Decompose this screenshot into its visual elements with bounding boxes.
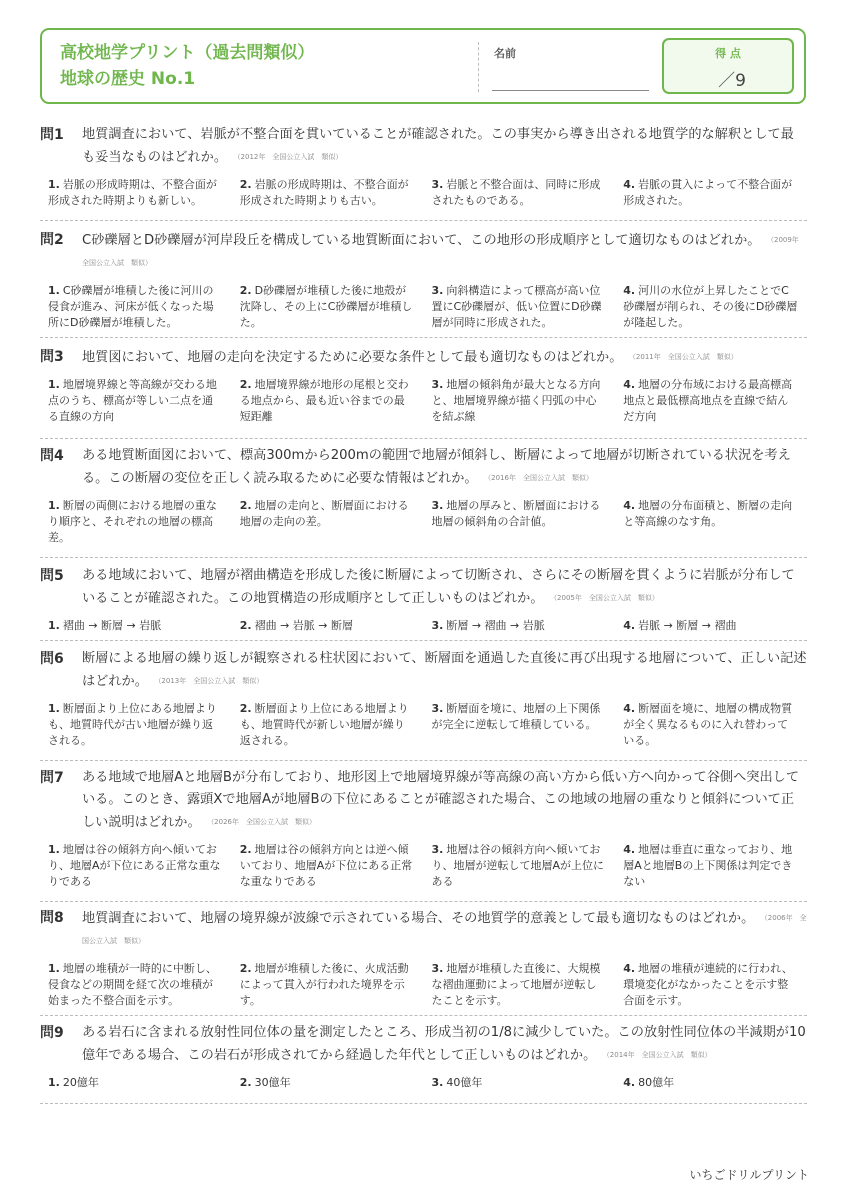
option-number: 3. [431,702,444,715]
option-text: 地層の走向と、断層面における地層の走向の差。 [239,499,409,528]
option-number: 2. [239,178,252,191]
question-text: 地質調査において、岩脈が不整合面を貫いていることが確認された。この事実から導き出される地質学的な解釈として最も妥当なものはどれか。 [82,127,794,165]
option-number: 3. [431,499,444,512]
option-3[interactable] [424,498,616,546]
option-number: 2. [239,962,252,975]
header-divider [478,42,479,92]
option-text: C砂礫層が堆積した後に河川の侵食が進み、河床が低くなった場所にD砂礫層が堆積した。 [48,284,214,329]
question-text: 地質図において、地層の走向を決定するために必要な条件として最も適切なものはどれか。 [82,350,623,365]
option-number: 1. [48,843,60,856]
question-text: C砂礫層とD砂礫層が河岸段丘を構成している地質断面において、この地形の形成順序として適切なものはどれか。 [82,233,761,248]
option-text: 地層の堆積が一時的に中断し、侵食などの期間を経て次の堆積が始まった不整合面を示す。 [48,962,217,1007]
option-text: 断層 → 褶曲 → 岩脈 [446,619,545,632]
option-text: 40億年 [446,1076,483,1089]
question-number: 問2 [40,232,64,248]
option-number: 4. [623,499,636,512]
option-number: 1. [48,499,60,512]
option-number: 3. [431,178,444,191]
option-3[interactable] [424,961,616,1009]
title-line-1: 高校地学プリント（過去問類似） [60,43,315,63]
option-3[interactable] [424,618,616,634]
option-2[interactable] [232,177,424,209]
option-text: 地層の堆積が連続的に行われ、環境変化がなかったことを示す整合面を示す。 [623,962,793,1007]
question-source: （2012年 全国公立入試 類似） [237,153,343,161]
option-text: 褶曲 → 岩脈 → 断層 [254,619,354,632]
option-number: 2. [239,619,252,632]
option-number: 3. [431,843,444,856]
option-number: 4. [623,1076,636,1089]
option-number: 2. [239,378,252,391]
option-number: 1. [48,619,60,632]
option-text: D砂礫層が堆積した後に地殻が沈降し、その上にC砂礫層が堆積した。 [239,284,413,329]
option-3[interactable] [424,177,616,209]
option-text: 地層の分布域における最高標高地点と最低標高地点を直線で結んだ方向 [623,378,793,423]
option-text: 地層は谷の傾斜方向へ傾いており、地層が逆転して地層Aが上位にある [431,843,605,888]
name-label: 名前 [494,47,516,60]
question-number: 問3 [40,349,64,365]
option-1[interactable] [40,498,232,546]
question-9 [40,1022,807,1104]
option-1[interactable] [40,177,232,209]
option-text: 地層は垂直に重なっており、地層Aと地層Bの上下関係は判定できない [623,843,793,888]
option-number: 1. [48,702,60,715]
option-3[interactable] [424,701,616,749]
question-text: ある地域において、地層が褶曲構造を形成した後に断層によって切断され、さらにその断層を貫くように岩脈が分布していることが確認された。この地質構造の形成順序として正しいものはどれか。 [82,568,795,606]
worksheet-header [40,28,806,104]
question-4 [40,445,807,558]
option-number: 3. [431,962,444,975]
option-1[interactable] [40,283,232,331]
option-1[interactable] [40,1075,232,1091]
option-text: 河川の水位が上昇したことでC砂礫層が削られ、その後にD砂礫層が隆起した。 [623,284,798,329]
option-2[interactable] [232,377,424,425]
title-line-2: 地球の歴史 No.1 [60,69,196,89]
option-text: 地層が堆積した直後に、大規模な褶曲運動によって地層が逆転したことを示す。 [431,962,601,1007]
option-text: 岩脈の貫入によって不整合面が形成された。 [623,178,793,207]
option-1[interactable] [40,377,232,425]
option-text: 断層面を境に、地層の構成物質が全く異なるものに入れ替わっている。 [623,702,793,747]
question-number: 問4 [40,448,64,464]
option-1[interactable] [40,842,232,890]
question-text: ある岩石に含まれる放射性同位体の量を測定したところ、形成当初の1/8に減少していた。この放射性同位体の半減期が10億年である場合、この岩石が形成されてから経過した年代として正しいものはどれか。 [82,1025,806,1063]
question-source: （2016年 全国公立入試 類似） [487,474,593,482]
option-2[interactable] [232,1075,424,1091]
option-text: 地層境界線が地形の尾根と交わる地点から、最も近い谷までの最短距離 [239,378,409,423]
option-1[interactable] [40,701,232,749]
option-text: 岩脈の形成時期は、不整合面が形成された時期よりも新しい。 [48,178,217,207]
option-1[interactable] [40,961,232,1009]
option-text: 地層は谷の傾斜方向へ傾いており、地層Aが下位にある正常な重なりである [48,843,221,888]
question-number: 問7 [40,770,64,786]
option-number: 4. [623,619,636,632]
option-text: 地層は谷の傾斜方向とは逆へ傾いており、地層Aが下位にある正常な重なりである [239,843,413,888]
option-4[interactable] [615,701,807,749]
option-number: 4. [623,284,636,297]
option-text: 向斜構造によって標高が高い位置にC砂礫層が、低い位置にD砂礫層が同時に形成された。 [431,284,602,329]
option-number: 4. [623,178,636,191]
option-2[interactable] [232,842,424,890]
score-label: 得 点 [715,47,741,60]
option-number: 4. [623,702,636,715]
option-text: 褶曲 → 断層 → 岩脈 [62,619,162,632]
question-2 [40,229,807,338]
option-text: 岩脈と不整合面は、同時に形成されたものである。 [431,178,601,207]
option-4[interactable] [615,961,807,1009]
question-source: （2013年 全国公立入試 類似） [157,677,264,685]
option-4[interactable] [615,842,807,890]
footer-brand: いちごドリルプリント [689,1168,809,1182]
option-number: 4. [623,843,636,856]
option-number: 2. [239,702,252,715]
option-text: 断層面より上位にある地層よりも、地質時代が古い地層が繰り返される。 [48,702,217,747]
question-5 [40,565,807,641]
option-text: 20億年 [62,1076,99,1089]
option-2[interactable] [232,961,424,1009]
question-text: 断層による地層の繰り返しが観察される柱状図において、断層面を通過した直後に再び出現する地層について、正しい記述はどれか。 [82,651,807,689]
question-text: 地質調査において、地層の境界線が波線で示されている場合、その地質学的意義として最も適切なものはどれか。 [82,911,755,926]
option-2[interactable] [232,701,424,749]
option-number: 3. [431,284,444,297]
option-4[interactable] [615,177,807,209]
option-number: 2. [239,284,252,297]
question-source: （2009年 全国公立入試 類似） [82,236,806,267]
option-number: 4. [623,962,636,975]
option-4[interactable] [615,377,807,425]
question-1 [40,124,807,221]
question-text: ある地域で地層Aと地層Bが分布しており、地形図上で地層境界線が等高線の高い方から低い方へ向かって谷側へ突出している。このとき、露頭Xで地層Aが地層Bの下位にあることが確認された場合、この地域の地層の重なりと傾斜について正しい説明はどれか。 [82,770,800,830]
option-text: 断層面を境に、地層の上下関係が完全に逆転して堆積している。 [431,702,601,731]
score-value: ／9 [718,71,746,91]
option-number: 2. [239,843,252,856]
option-text: 地層の傾斜角が最大となる方向と、地層境界線が描く円弧の中心を結ぶ線 [431,378,601,423]
option-text: 30億年 [254,1076,291,1089]
question-number: 問8 [40,910,64,926]
option-text: 地層の分布面積と、断層の走向と等高線のなす角。 [623,499,793,528]
name-field[interactable] [492,90,649,91]
question-source: （2011年 全国公立入試 類似） [632,353,738,361]
option-number: 3. [431,1076,444,1089]
question-source: （2006年 全国公立入試 類似） [82,914,807,945]
question-text: ある地質断面図において、標高300mから200mの範囲で地層が傾斜し、断層によって地層が切断されている状況を考える。この断層の変位を正しく読み取るために必要な情報はどれか。 [82,448,791,486]
option-1[interactable] [40,618,232,634]
question-source: （2014年 全国公立入試 類似） [606,1051,712,1059]
option-4[interactable] [615,618,807,634]
option-number: 3. [431,378,444,391]
option-text: 地層境界線と等高線が交わる地点のうち、標高が等しい二点を通る直線の方向 [48,378,217,423]
option-text: 断層の両側における地層の重なり順序と、それぞれの地層の標高差。 [48,499,217,544]
option-3[interactable] [424,1075,616,1091]
option-number: 2. [239,499,252,512]
option-2[interactable] [232,283,424,331]
option-number: 3. [431,619,444,632]
option-2[interactable] [232,498,424,546]
question-number: 問1 [40,127,64,143]
option-text: 地層が堆積した後に、火成活動によって貫入が行われた境界を示す。 [239,962,409,1007]
option-number: 1. [48,178,60,191]
question-number: 問9 [40,1025,64,1041]
question-source: （2026年 全国公立入試 類似） [210,818,317,826]
option-3[interactable] [424,283,616,331]
question-number: 問6 [40,651,64,667]
score-box [662,38,794,94]
question-source: （2005年 全国公立入試 類似） [553,594,659,602]
option-text: 地層の厚みと、断層面における地層の傾斜角の合計値。 [431,499,601,528]
option-4[interactable] [615,498,807,546]
option-text: 80億年 [638,1076,675,1089]
option-number: 2. [239,1076,252,1089]
question-8 [40,907,807,1016]
option-number: 1. [48,284,60,297]
option-text: 断層面より上位にある地層よりも、地質時代が新しい地層が繰り返される。 [239,702,409,747]
question-7 [40,767,807,902]
option-number: 1. [48,962,60,975]
option-text: 岩脈 → 断層 → 褶曲 [638,619,737,632]
question-3 [40,346,807,439]
option-3[interactable] [424,842,616,890]
question-6 [40,648,807,761]
option-text: 岩脈の形成時期は、不整合面が形成された時期よりも古い。 [239,178,409,207]
option-number: 1. [48,378,60,391]
option-4[interactable] [615,1075,807,1091]
question-number: 問5 [40,568,64,584]
option-4[interactable] [615,283,807,331]
worksheet-title [60,40,314,92]
option-number: 1. [48,1076,60,1089]
option-3[interactable] [424,377,616,425]
option-number: 4. [623,378,636,391]
option-2[interactable] [232,618,424,634]
